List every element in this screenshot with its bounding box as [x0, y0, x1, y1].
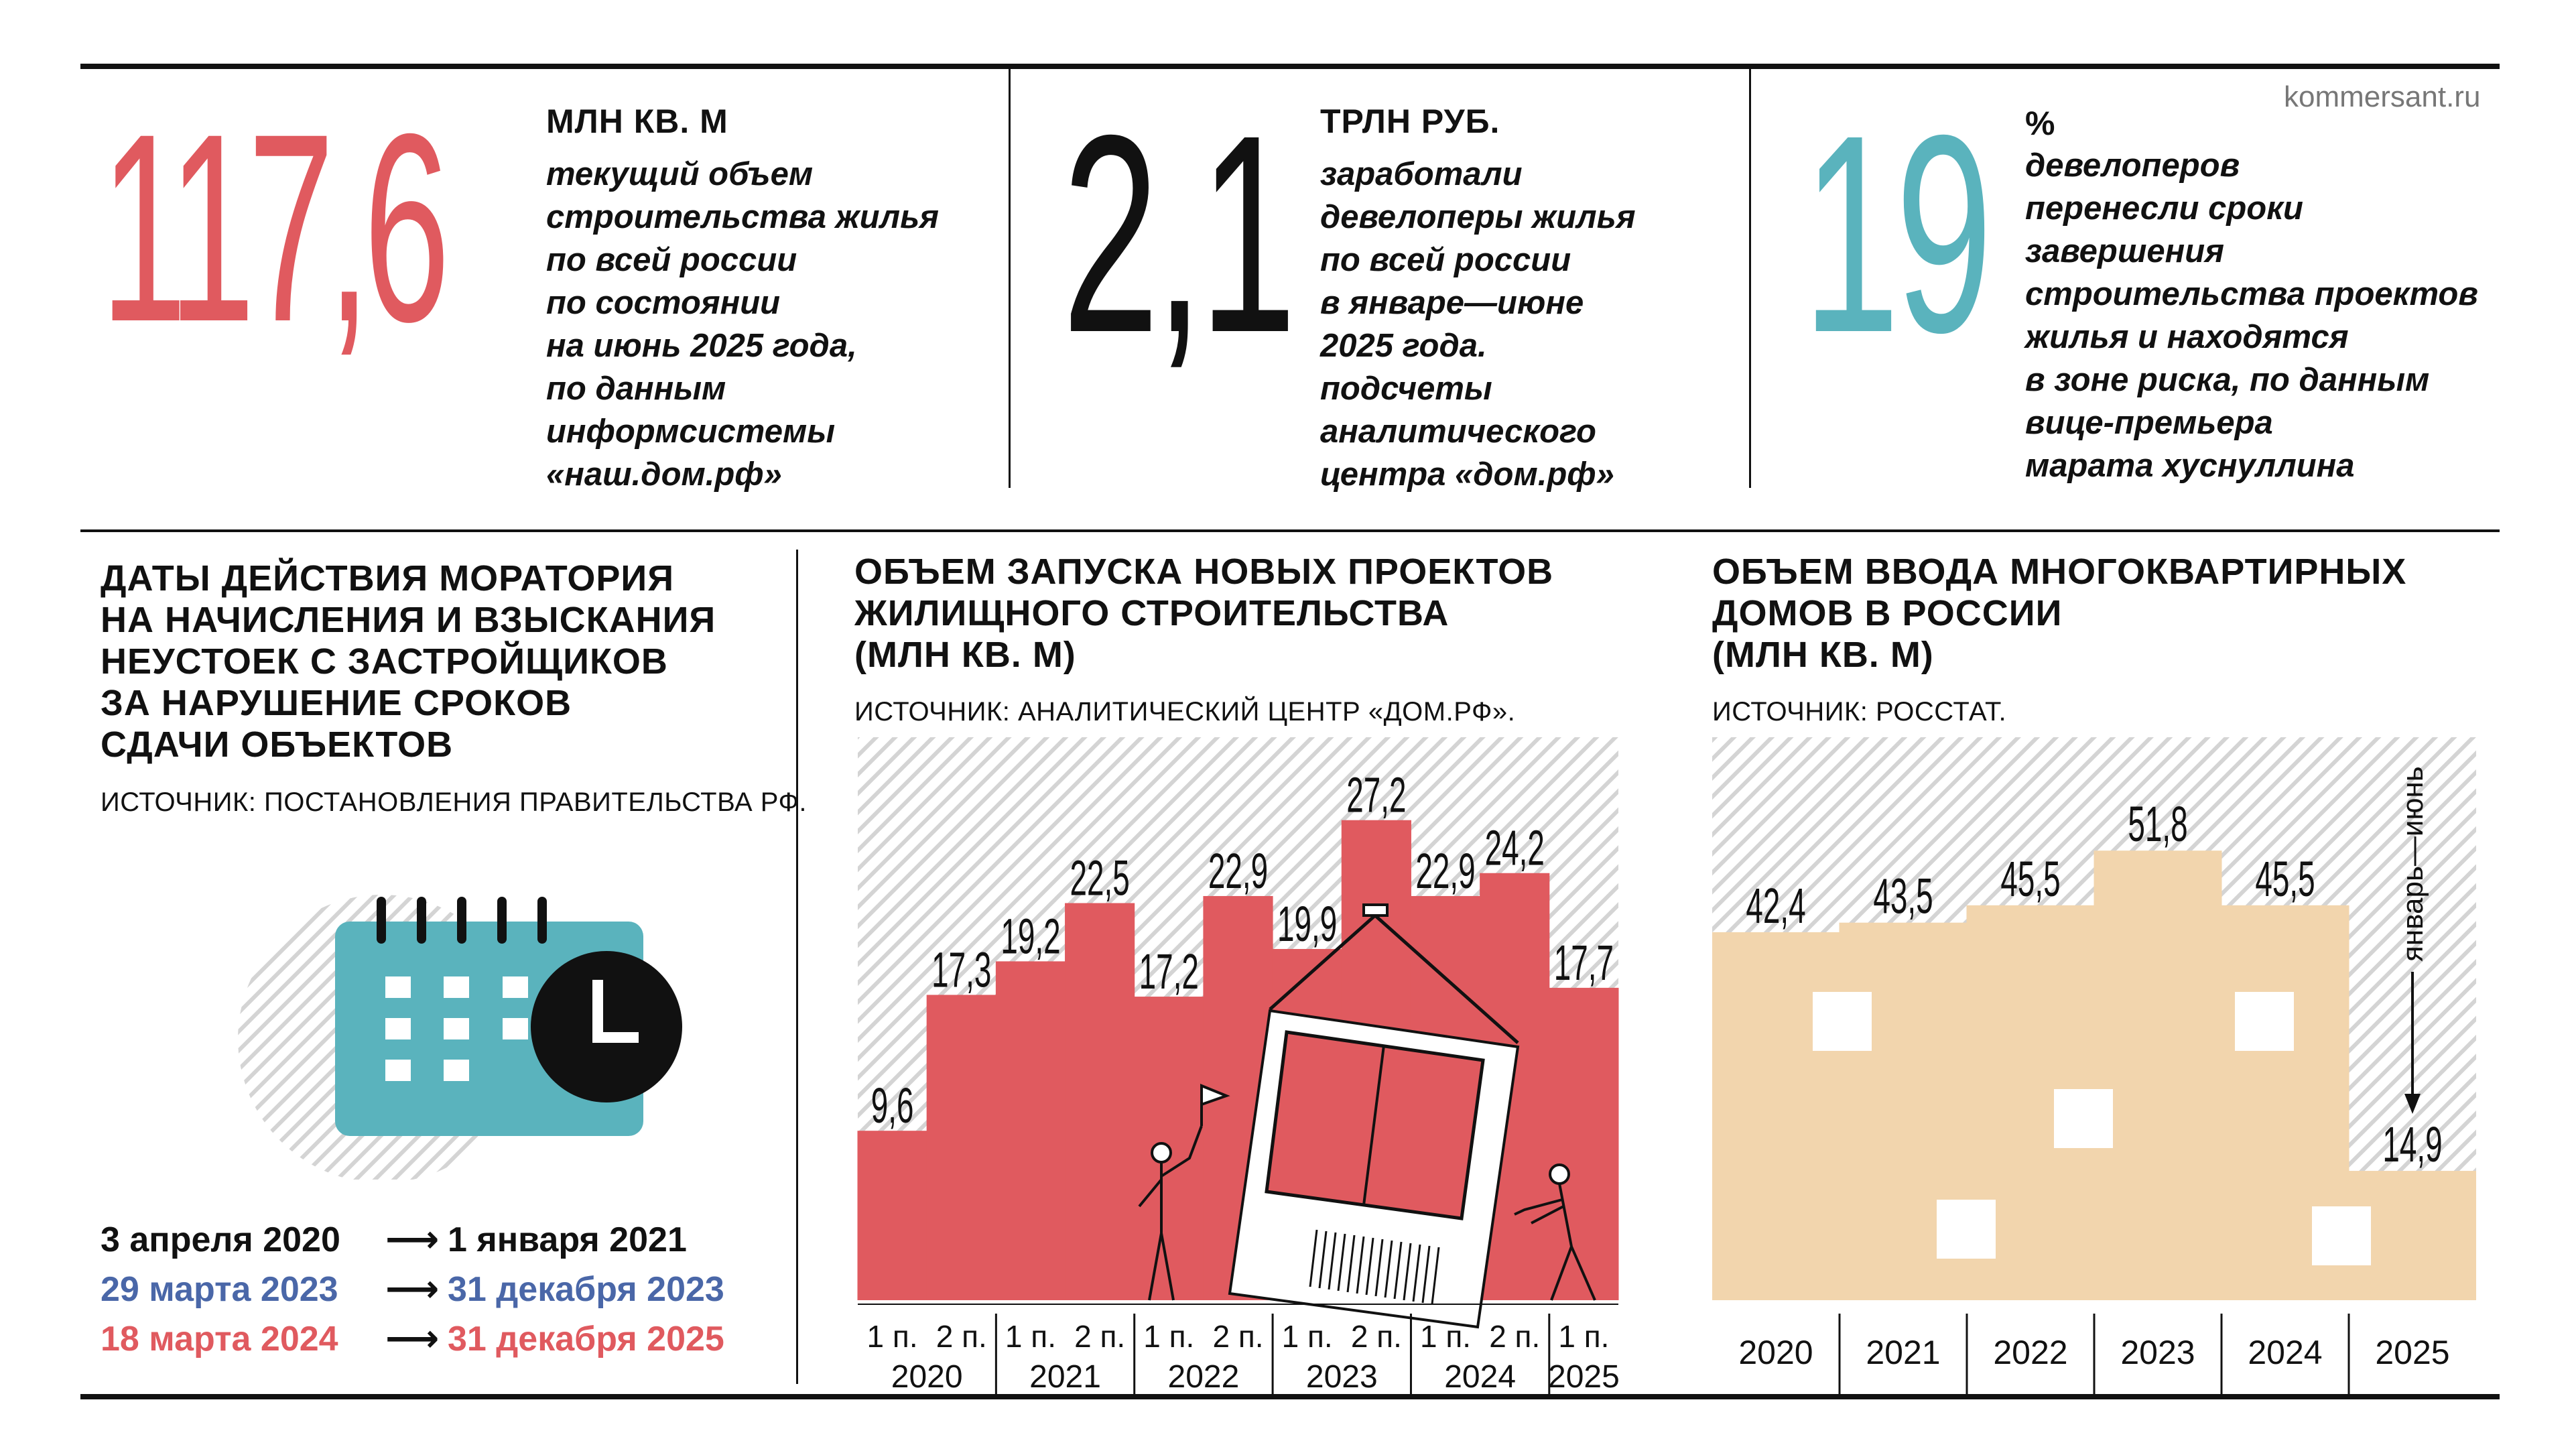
- year-label-2025: 2025: [2375, 1334, 2450, 1371]
- launch-chart-title: ОБЪЕМ ЗАПУСКА НОВЫХ ПРОЕКТОВ ЖИЛИЩНОГО СТРОИТЕЛЬСТВА (МЛН КВ. М): [854, 552, 1554, 675]
- completion-chart: [1712, 737, 2476, 1397]
- window-2: [2235, 992, 2294, 1051]
- bar-completion-1: [1712, 932, 1840, 1300]
- watermark: kommersant.ru: [2284, 80, 2481, 113]
- period-1-start: 3 апреля 2020: [101, 1220, 340, 1259]
- bar-launch-11: [1549, 988, 1618, 1300]
- completion-chart-title: ОБЪЕМ ВВОДА МНОГОКВАРТИРНЫХ ДОМОВ В РОССИИ (МЛН КВ. М): [1712, 552, 2407, 675]
- year-label-2023: 2023: [1305, 1359, 1378, 1395]
- year-label-2024: 2024: [1444, 1359, 1517, 1395]
- period-3-end: 31 декабря 2025: [448, 1320, 724, 1359]
- value-label-launch-6: 22,9: [1208, 843, 1269, 899]
- value-label-completion-3: 45,5: [2000, 851, 2061, 907]
- period-2-end: 31 декабря 2023: [448, 1270, 724, 1309]
- bar-launch-2: [927, 995, 996, 1300]
- value-label-completion-2: 43,5: [1873, 869, 1933, 925]
- moratorium-title: ДАТЫ ДЕЙСТВИЯ МОРАТОРИЯ НА НАЧИСЛЕНИЯ И ВЗЫСКАНИЯ НЕУСТОЕК С ЗАСТРОЙЩИКОВ ЗА НАРУШЕНИЕ СРОКОВ СДАЧИ ОБЪЕКТОВ: [101, 558, 716, 765]
- stat3-unit: %: [2025, 105, 2056, 142]
- window-5: [2312, 1206, 2371, 1265]
- arrow-right-icon: ⟶: [385, 1317, 440, 1359]
- window-4: [1937, 1200, 1996, 1259]
- year-label-2023: 2023: [2120, 1334, 2195, 1371]
- annotation-label: январь—июнь: [2396, 766, 2429, 962]
- bar-completion-4: [2094, 850, 2222, 1300]
- half-label-10: 2 п.: [1489, 1319, 1541, 1354]
- period-2-start: 29 марта 2023: [101, 1270, 338, 1309]
- stat3-description: девелоперов перенесли сроки завершения строительства проектов жилья и находятся в зоне риска, по данным вице-премьера марата хуснуллина: [2025, 147, 2478, 484]
- half-label-1: 1 п.: [866, 1319, 918, 1354]
- completion-chart-source: ИСТОЧНИК: РОССТАТ.: [1712, 697, 2007, 726]
- half-label-7: 1 п.: [1281, 1319, 1333, 1354]
- value-label-launch-2: 17,3: [931, 942, 992, 999]
- divider-top-2: [1749, 69, 1751, 488]
- middle-rule: [80, 529, 2500, 532]
- half-label-6: 2 п.: [1212, 1319, 1264, 1354]
- stat-value-117-6: 117,6: [101, 78, 444, 377]
- stat-value-2-1: 2,1: [1062, 77, 1293, 391]
- value-label-launch-11: 17,7: [1553, 935, 1614, 991]
- value-label-completion-6: 14,9: [2382, 1117, 2443, 1173]
- year-label-2020: 2020: [891, 1359, 963, 1395]
- stat2-unit: ТРЛН РУБ.: [1320, 103, 1500, 140]
- value-label-launch-10: 24,2: [1484, 820, 1545, 877]
- value-label-launch-4: 22,5: [1070, 850, 1130, 907]
- bar-launch-3: [996, 961, 1066, 1300]
- value-label-completion-4: 51,8: [2128, 797, 2188, 853]
- year-label-2025: 2025: [1548, 1359, 1620, 1395]
- moratorium-source: ИСТОЧНИК: ПОСТАНОВЛЕНИЯ ПРАВИТЕЛЬСТВА РФ.: [101, 787, 807, 817]
- bar-launch-4: [1065, 903, 1135, 1301]
- arrow-right-icon: ⟶: [385, 1267, 440, 1310]
- year-label-2024: 2024: [2248, 1334, 2323, 1371]
- window-1: [1813, 992, 1872, 1051]
- stat1-unit: МЛН КВ. М: [546, 103, 728, 140]
- bar-launch-1: [858, 1131, 927, 1300]
- half-label-5: 1 п.: [1143, 1319, 1195, 1354]
- clock-icon: [531, 951, 682, 1102]
- stat1-description: текущий объем строительства жилья по всей россии по состоянии на июнь 2025 года, по данным информсистемы «наш.дом.рф»: [546, 156, 940, 493]
- value-label-launch-8: 27,2: [1346, 767, 1407, 824]
- value-label-launch-9: 22,9: [1415, 843, 1476, 899]
- year-label-2022: 2022: [1167, 1359, 1240, 1395]
- stat-value-19: 19: [1803, 77, 1989, 391]
- value-label-launch-3: 19,2: [1001, 909, 1061, 965]
- divider-bottom-1: [796, 550, 798, 1384]
- divider-top-1: [1009, 69, 1011, 488]
- launch-chart: [854, 737, 1632, 1397]
- half-label-11: 1 п.: [1558, 1319, 1610, 1354]
- half-label-2: 2 п.: [936, 1319, 987, 1354]
- year-label-2020: 2020: [1738, 1334, 1813, 1371]
- arrow-right-icon: ⟶: [385, 1218, 440, 1260]
- value-label-launch-1: 9,6: [871, 1078, 914, 1135]
- period-1-end: 1 января 2021: [448, 1220, 687, 1259]
- half-label-3: 1 п.: [1005, 1319, 1056, 1354]
- calendar-illustration: [188, 871, 710, 1180]
- top-rule: [80, 64, 2500, 69]
- window-3: [2054, 1089, 2113, 1148]
- year-label-2021: 2021: [1866, 1334, 1941, 1371]
- half-label-9: 1 п.: [1420, 1319, 1472, 1354]
- year-label-2021: 2021: [1029, 1359, 1101, 1395]
- value-label-completion-1: 42,4: [1746, 878, 1806, 934]
- half-label-4: 2 п.: [1074, 1319, 1126, 1354]
- period-3-start: 18 марта 2024: [101, 1320, 338, 1359]
- year-label-2022: 2022: [1993, 1334, 2068, 1371]
- value-label-launch-7: 19,9: [1277, 896, 1338, 952]
- stat2-description: заработали девелоперы жилья по всей россии в январе—июне 2025 года. подсчеты аналитического центра «дом.рф»: [1320, 156, 1636, 493]
- value-label-launch-5: 17,2: [1139, 944, 1199, 1000]
- launch-chart-source: ИСТОЧНИК: АНАЛИТИЧЕСКИЙ ЦЕНТР «ДОМ.РФ».: [854, 697, 1516, 726]
- half-label-8: 2 п.: [1350, 1319, 1402, 1354]
- value-label-completion-5: 45,5: [2255, 851, 2315, 907]
